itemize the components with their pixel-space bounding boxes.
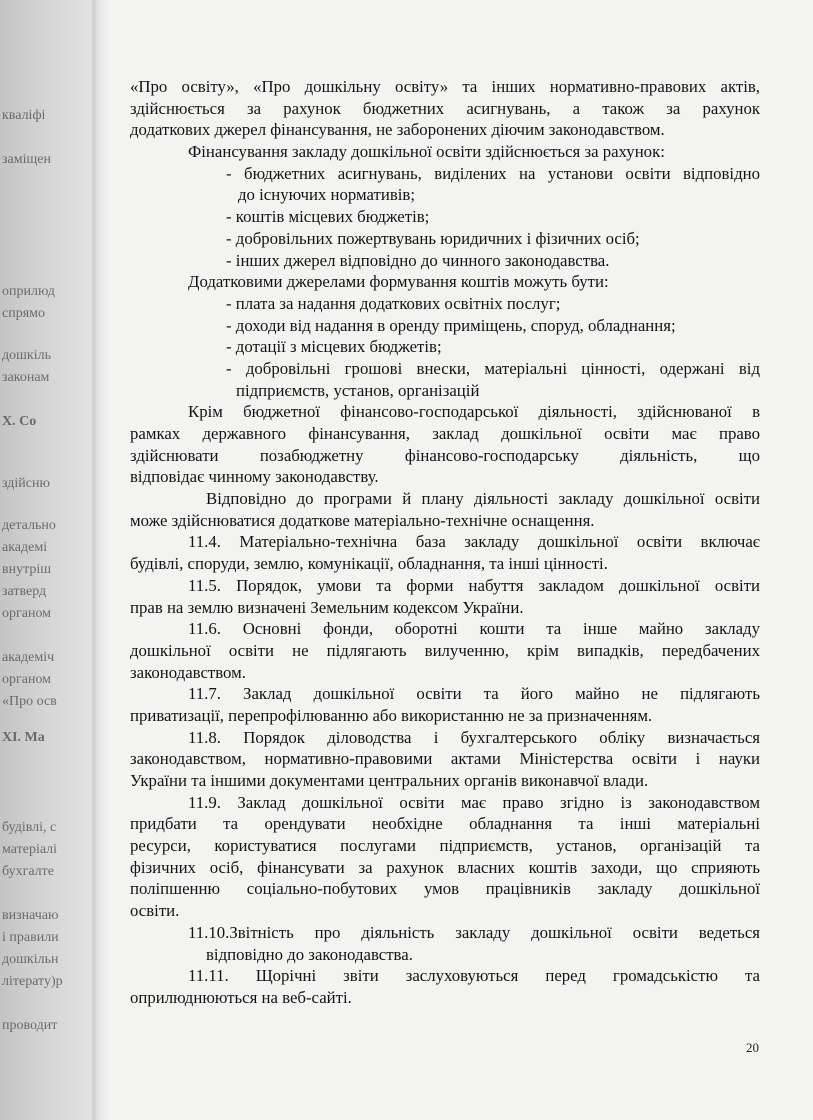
left-page-fragment: академіч: [2, 650, 55, 665]
list-item: - дотації з місцевих бюджетів;: [226, 337, 442, 357]
body-line: здійснювати позабюджетну фінансово-господарську діяльність, що: [130, 445, 760, 465]
clause-line: 11.11. Щорічні звіти заслуховуються перед громадськістю та: [188, 966, 760, 986]
left-page-fragment: X. Со: [2, 414, 37, 429]
clause-line: 11.8. Порядок діловодства і бухгалтерського обліку визначається: [188, 727, 760, 747]
body-line: поліпшенню соціально-побутових умов працівників закладу дошкільної: [130, 879, 760, 899]
left-page-fragment: спрямо: [2, 306, 46, 321]
left-page-fragment: і правили: [2, 930, 59, 945]
body-line: дошкільної освіти не підлягають вилученню, крім випадків, передбачених: [130, 640, 760, 660]
left-page-fragment: XI. Ма: [2, 730, 45, 745]
body-line: відповідно до законодавства.: [206, 944, 413, 964]
left-page-fragment: внутріш: [2, 562, 52, 577]
body-line: ресурси, користуватися послугами підприємств, установ, організацій та: [130, 836, 760, 856]
list-item: - добровільних пожертвувань юридичних і фізичних осіб;: [226, 228, 640, 248]
body-line: може здійснюватися додаткове матеріально-технічне оснащення.: [130, 510, 595, 530]
adjacent-page-edge: [0, 0, 96, 1120]
left-page-fragment: дошкільн: [2, 952, 59, 967]
left-page-fragment: «Про осв: [2, 694, 57, 709]
body-line: приватизації, перепрофілюванню або використанню не за призначенням.: [130, 705, 653, 725]
left-page-fragment: бухгалте: [2, 864, 54, 879]
left-page-fragment: кваліфі: [2, 108, 46, 123]
body-line: оприлюднюються на веб-сайті.: [130, 987, 352, 1007]
clause-line: 11.7. Заклад дошкільної освіти та його майно не підлягають: [188, 684, 760, 704]
list-item: - доходи від надання в оренду приміщень, споруд, обладнання;: [226, 315, 676, 335]
clause-line: 11.6. Основні фонди, оборотні кошти та інше майно закладу: [188, 619, 760, 639]
list-item-continuation: підприємств, установ, організацій: [236, 380, 480, 400]
body-line: Фінансування закладу дошкільної освіти здійснюється за рахунок:: [188, 142, 665, 162]
left-page-fragment: детально: [2, 518, 56, 533]
body-line: Відповідно до програми й плану діяльності закладу дошкільної освіти: [206, 489, 760, 509]
list-item-continuation: до існуючих нормативів;: [238, 185, 416, 205]
left-page-fragment: заміщен: [2, 152, 51, 167]
page-number: 20: [746, 1040, 759, 1055]
list-item: - плата за надання додаткових освітніх послуг;: [226, 293, 561, 313]
clause-line: 11.9. Заклад дошкільної освіти має право згідно із законодавством: [188, 792, 760, 812]
body-line: фізичних осіб, фінансувати за рахунок власних коштів заходи, що сприяють: [130, 857, 760, 877]
clause-line: 11.5. Порядок, умови та форми набуття закладом дошкільної освіти: [188, 575, 760, 595]
left-page-fragment: дошкіль: [2, 348, 51, 363]
left-page-fragment: законам: [2, 370, 50, 385]
left-page-fragment: оприлюд: [2, 284, 55, 299]
binding-shadow: [92, 0, 110, 1120]
body-line: придбати та орендувати необхідне обладнання та інші матеріальні: [130, 814, 760, 834]
left-page-fragment: здійсню: [2, 476, 50, 491]
body-line: законодавством.: [130, 662, 246, 682]
body-line: України та іншими документами центральних органів виконавчої влади.: [130, 771, 649, 790]
clause-line: 11.4. Матеріально-технічна база закладу дошкільної освіти включає: [188, 532, 760, 552]
left-page-fragment: академі: [2, 540, 48, 555]
list-item: - добровільні грошові внески, матеріальні цінності, одержані від: [226, 358, 760, 378]
document-body: [130, 76, 760, 1009]
body-line: Додатковими джерелами формування коштів можуть бути:: [188, 272, 609, 292]
left-page-fragment: літерату)р: [2, 974, 63, 989]
left-page-fragment: будівлі, с: [2, 820, 57, 835]
list-item: - коштів місцевих бюджетів;: [226, 207, 430, 227]
left-page-fragment: затверд: [2, 584, 47, 599]
body-line: освіти.: [130, 901, 180, 921]
left-page-fragment: органом: [2, 606, 52, 621]
list-item: - бюджетних асигнувань, виділених на установи освіти відповідно: [226, 163, 760, 183]
left-page-fragment: матеріалі: [2, 842, 58, 857]
body-line: законодавством, нормативно-правовими актами Міністерства освіти і науки: [130, 749, 760, 769]
body-line: додаткових джерел фінансування, не заборонених діючим законодавством.: [130, 120, 665, 140]
body-line: Крім бюджетної фінансово-господарської діяльності, здійснюваної в: [188, 402, 760, 422]
left-page-fragment: визначаю: [2, 908, 59, 923]
body-line: здійснюється за рахунок бюджетних асигнувань, а також за рахунок: [130, 98, 760, 118]
body-line: прав на землю визначені Земельним кодексом України.: [130, 597, 524, 617]
body-line: рамках державного фінансування, заклад дошкільної освіти має право: [130, 424, 760, 443]
left-page-fragment: органом: [2, 672, 52, 687]
body-line: відповідає чинному законодавству.: [130, 467, 379, 487]
left-page-fragment: проводит: [2, 1018, 58, 1033]
body-line: будівлі, споруди, землю, комунікації, обладнання, та інші цінності.: [130, 554, 608, 574]
clause-line: 11.10.Звітність про діяльність закладу дошкільної освіти ведеться: [188, 922, 760, 942]
body-line: «Про освіту», «Про дошкільну освіту» та інших нормативно-правових актів,: [130, 77, 760, 96]
list-item: - інших джерел відповідно до чинного законодавства.: [226, 250, 610, 270]
